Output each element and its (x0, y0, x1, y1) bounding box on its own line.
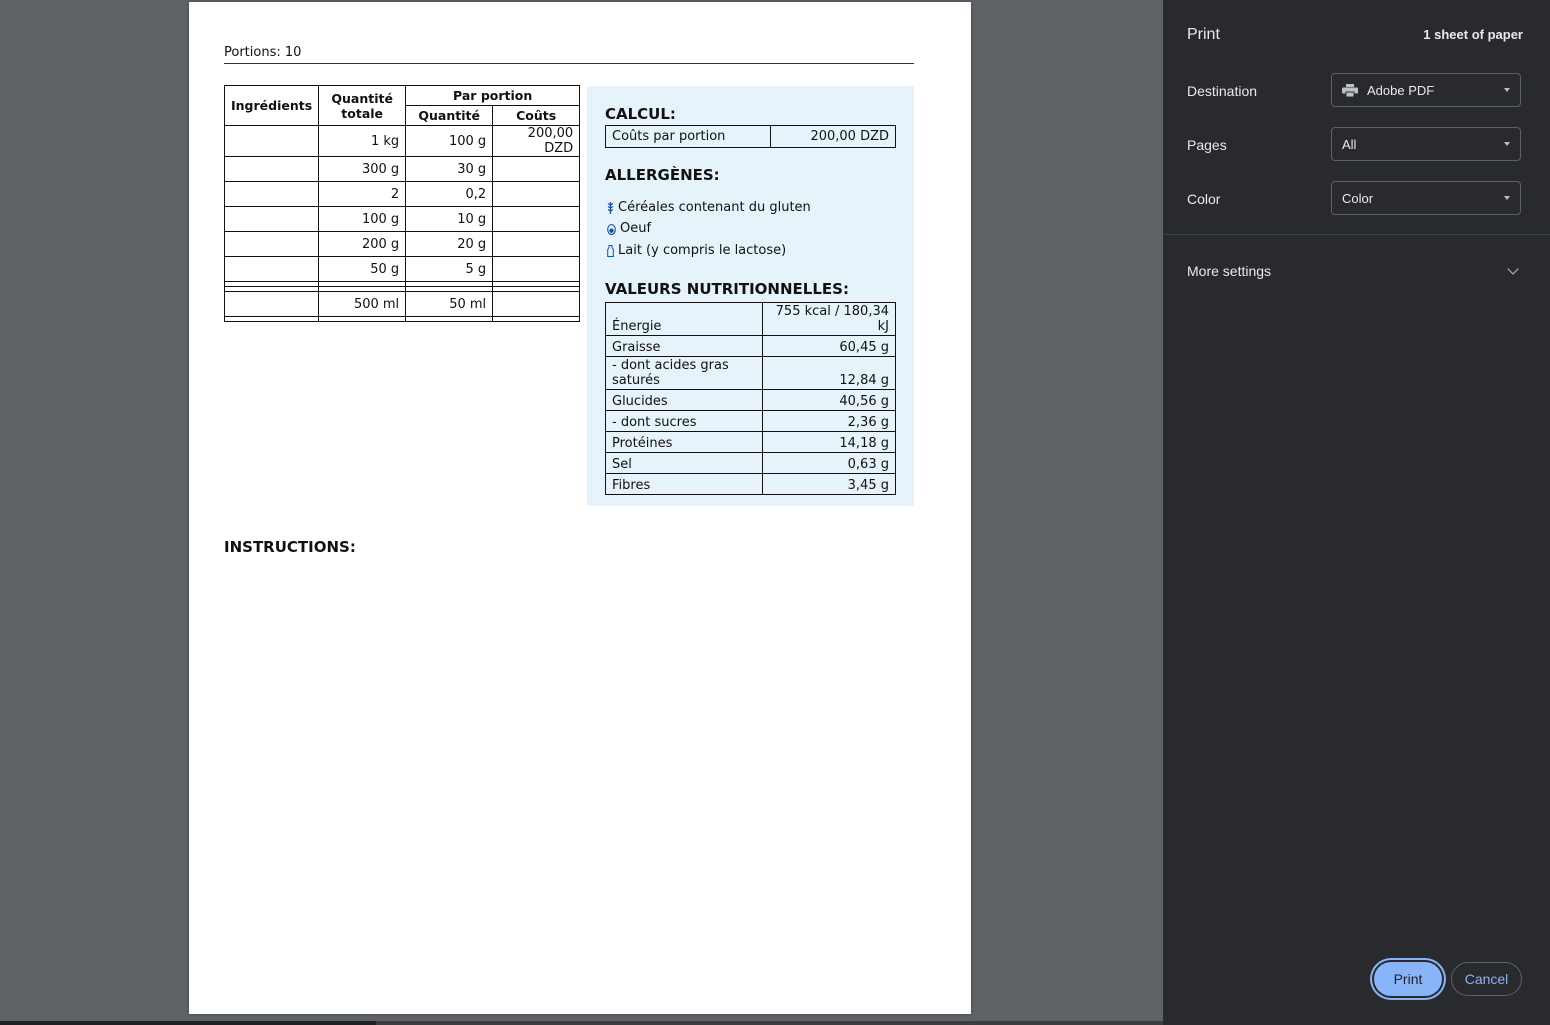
horizontal-scrollbar[interactable] (0, 1021, 1163, 1025)
ingredients-table-body (225, 126, 580, 322)
milk-bottle-icon (607, 245, 614, 257)
table-row (225, 182, 580, 207)
cell-cost (493, 182, 580, 207)
nutrient-label: Énergie (606, 303, 763, 336)
table-row (225, 157, 580, 182)
table-row (606, 126, 896, 148)
preview-page (189, 2, 971, 1014)
header-costs: Coûts (493, 106, 580, 126)
instructions-title: INSTRUCTIONS: (224, 538, 356, 556)
cell-total: 300 g (319, 157, 406, 182)
nutrient-value: 0,63 g (763, 453, 896, 474)
cell-ingredient (225, 207, 319, 232)
table-row (606, 432, 896, 453)
cell-ingredient (225, 292, 319, 317)
cell-total: 500 ml (319, 292, 406, 317)
cell-ingredient (225, 317, 319, 322)
cell-total (319, 317, 406, 322)
nutrition-title: VALEURS NUTRITIONNELLES: (605, 280, 849, 298)
scrollbar-thumb[interactable] (0, 1021, 376, 1025)
cost-per-portion-label: Coûts par portion (606, 126, 771, 148)
nutrition-table-body (606, 303, 896, 495)
divider (1163, 234, 1550, 235)
header-per-portion: Par portion (406, 86, 580, 106)
cell-qty: 0,2 (406, 182, 493, 207)
table-row (606, 336, 896, 357)
table-row (606, 411, 896, 432)
calcul-table (605, 125, 896, 148)
cell-total: 1 kg (319, 126, 406, 157)
cell-ingredient (225, 126, 319, 157)
cell-qty: 5 g (406, 257, 493, 282)
nutrition-table (605, 302, 896, 495)
table-row (225, 126, 580, 157)
table-row (225, 317, 580, 322)
dropdown-arrow-icon (1504, 88, 1510, 92)
header-ingredients: Ingrédients (225, 86, 319, 126)
nutrient-value: 2,36 g (763, 411, 896, 432)
nutrient-value: 12,84 g (763, 357, 896, 390)
nutrient-value: 40,56 g (763, 390, 896, 411)
table-row (606, 390, 896, 411)
destination-label: Destination (1187, 83, 1258, 99)
destination-select[interactable] (1331, 73, 1521, 107)
cell-qty (406, 317, 493, 322)
table-row (225, 232, 580, 257)
pages-value: All (1342, 136, 1357, 152)
print-settings-sidebar (1163, 0, 1550, 1025)
allergens-title: ALLERGÈNES: (605, 166, 720, 184)
dropdown-arrow-icon (1504, 196, 1510, 200)
cancel-button[interactable]: Cancel (1451, 962, 1522, 996)
table-row (225, 257, 580, 282)
table-row (225, 207, 580, 232)
allergen-label: Oeuf (620, 221, 652, 236)
calcul-title: CALCUL: (605, 105, 676, 123)
cell-qty: 10 g (406, 207, 493, 232)
nutrient-label: Sel (606, 453, 763, 474)
cell-ingredient (225, 157, 319, 182)
cell-cost (493, 232, 580, 257)
nutrient-label: Graisse (606, 336, 763, 357)
allergen-egg (607, 221, 651, 236)
cell-cost (493, 157, 580, 182)
chevron-down-icon[interactable] (1507, 263, 1518, 274)
cell-qty: 100 g (406, 126, 493, 157)
color-label: Color (1187, 191, 1221, 207)
cell-total: 50 g (319, 257, 406, 282)
cell-cost (493, 317, 580, 322)
cell-total: 100 g (319, 207, 406, 232)
allergen-milk (607, 243, 786, 258)
more-settings-toggle[interactable]: More settings (1187, 263, 1272, 279)
pages-label: Pages (1187, 137, 1227, 153)
allergen-gluten (607, 200, 811, 215)
cell-cost (493, 292, 580, 317)
ingredients-table (224, 85, 580, 322)
pages-select[interactable] (1331, 127, 1521, 161)
table-row (606, 453, 896, 474)
nutrient-value: 14,18 g (763, 432, 896, 453)
nutrient-label: Fibres (606, 474, 763, 495)
color-value: Color (1342, 190, 1374, 206)
divider (224, 63, 914, 64)
nutrient-label: Protéines (606, 432, 763, 453)
cell-cost: 200,00 DZD (493, 126, 580, 157)
cell-qty: 20 g (406, 232, 493, 257)
cell-cost (493, 257, 580, 282)
printer-icon (1342, 84, 1358, 97)
table-row (606, 303, 896, 336)
nutrient-label: Glucides (606, 390, 763, 411)
nutrient-label: - dont acides gras saturés (606, 357, 763, 390)
cost-per-portion-value: 200,00 DZD (771, 126, 896, 148)
portions-label: Portions: 10 (224, 45, 302, 60)
table-row (606, 357, 896, 390)
cell-total: 200 g (319, 232, 406, 257)
nutrient-value: 60,45 g (763, 336, 896, 357)
cell-total: 2 (319, 182, 406, 207)
header-quantity: Quantité (406, 106, 493, 126)
allergen-label: Céréales contenant du gluten (618, 200, 811, 215)
info-panel (587, 86, 914, 506)
table-row (606, 474, 896, 495)
cell-qty: 50 ml (406, 292, 493, 317)
cell-qty: 30 g (406, 157, 493, 182)
destination-value: Adobe PDF (1367, 82, 1435, 98)
dropdown-arrow-icon (1504, 142, 1510, 146)
egg-icon (607, 223, 616, 235)
header-total-quantity: Quantité totale (319, 86, 406, 126)
color-select[interactable] (1331, 181, 1521, 215)
allergen-label: Lait (y compris le lactose) (618, 243, 787, 258)
wheat-icon (607, 202, 614, 214)
sheet-count: 1 sheet of paper (1423, 27, 1523, 42)
nutrient-label: - dont sucres (606, 411, 763, 432)
cell-ingredient (225, 257, 319, 282)
cell-cost (493, 207, 580, 232)
cell-ingredient (225, 182, 319, 207)
nutrient-value: 3,45 g (763, 474, 896, 495)
table-row (225, 292, 580, 317)
cell-ingredient (225, 232, 319, 257)
nutrient-value: 755 kcal / 180,34 kJ (763, 303, 896, 336)
print-title: Print (1187, 26, 1220, 43)
print-button[interactable]: Print (1374, 962, 1442, 996)
